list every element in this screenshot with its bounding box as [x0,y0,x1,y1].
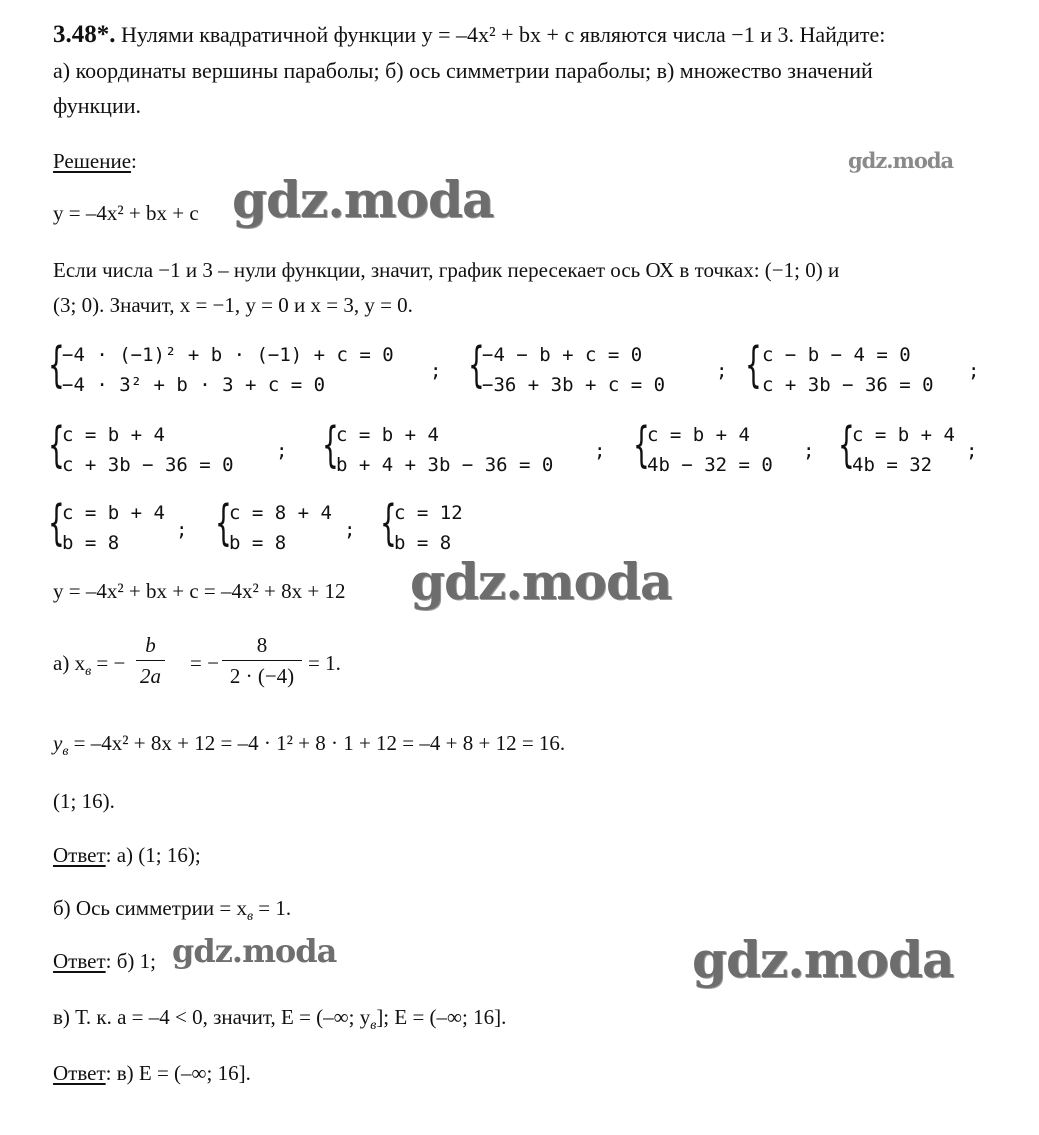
v-subscript: в [85,664,92,680]
answer-label: Ответ [53,843,106,867]
watermark: gdz.moda [848,148,954,173]
system-equation: 4b = 32 [852,454,933,476]
fraction-numerator-text: b [145,633,156,657]
answer-b-text: : б) 1; [105,949,156,973]
fraction-denominator: 2 · (−4) [229,664,295,688]
axis-prefix: б) Ось симметрии = x [53,896,247,920]
system-equation: c = b + 4 [647,424,750,446]
v-subscript: в [246,909,254,925]
separator: ; [276,440,288,462]
brace-icon: { [322,417,339,473]
eq-minus: = − [190,651,219,675]
yv-line [53,730,566,760]
xv-prefix-text: а) x [53,651,86,675]
system-equation: b = 8 [229,532,287,554]
yv-prefix: y [53,731,63,755]
fraction-bar [136,660,165,661]
system-equation: c = b + 4 [62,502,165,524]
system-equation: c = b + 4 [62,424,165,446]
zeros-line2: (3; 0). Значит, x = −1, y = 0 и x = 3, y = 0. [53,293,413,317]
answer-label: Ответ [53,949,106,973]
watermark: gdz.moda [232,170,494,229]
separator: ; [716,360,728,382]
separator: ; [594,440,606,462]
system-equation: −4 · 3² + b · 3 + c = 0 [62,374,326,396]
xv-prefix [53,650,126,680]
separator: ; [966,440,978,462]
statement-line1: Нулями квадратичной функции y = –4x² + bx + c являются числа −1 и 3. Найдите: [121,22,886,47]
brace-icon: { [633,417,650,473]
answer-a-text: : а) (1; 16); [105,843,201,867]
watermark: gdz.moda [692,930,954,989]
answer-b [53,948,156,974]
yv-equation: = –4x² + 8x + 12 = –4 · 1² + 8 · 1 + 12 = –4 + 8 + 12 = 16. [68,731,566,755]
separator: ; [803,440,815,462]
axis-suffix: = 1. [253,896,292,920]
fraction-numerator [136,632,165,658]
answer-a [53,842,201,868]
statement-line2: а) координаты вершины параболы; б) ось симметрии параболы; в) множество значений [53,58,873,83]
system-equation: b = 8 [394,532,452,554]
watermark: gdz.moda [410,552,672,611]
fraction-denominator-text: 2a [140,664,161,688]
solution-colon: : [131,149,137,173]
fraction-bar [222,660,302,661]
range-prefix: в) Т. к. a = –4 < 0, значит, E = (–∞; y [53,1005,371,1029]
system-equation: 4b − 32 = 0 [647,454,773,476]
system-equation: c − b − 4 = 0 [762,344,911,366]
watermark: gdz.moda [172,932,337,970]
xv-eq: = − [91,651,126,675]
initial-formula: y = –4x² + bx + c [53,201,199,225]
solution-heading [53,148,137,174]
system-equation: c = b + 4 [336,424,439,446]
answer-c-text: : в) E = (–∞; 16]. [105,1061,251,1085]
separator: ; [430,360,442,382]
zeros-line1: Если числа −1 и 3 – нули функции, значит, график пересекает ось ОХ в точках: (−1; 0) и [53,258,840,282]
system-equation: −4 · (−1)² + b · (−1) + c = 0 [62,344,394,366]
v-subscript: в [62,744,69,760]
brace-icon: { [468,337,485,393]
system-equation: c + 3b − 36 = 0 [762,374,934,396]
system-equation: b = 8 [62,532,120,554]
v-subscript: в [370,1018,377,1034]
system-equation: c = b + 4 [852,424,955,446]
system-equation: −36 + 3b + c = 0 [482,374,666,396]
axis-of-symmetry [53,895,292,925]
brace-icon: { [48,495,65,551]
fraction-numerator: 8 [256,633,268,657]
vertex-coordinates: (1; 16). [53,789,115,813]
brace-icon: { [745,337,762,393]
brace-icon: { [215,495,232,551]
problem-number: 3.48*. [53,21,116,48]
brace-icon: { [838,417,855,473]
brace-icon: { [48,337,65,393]
range-statement [53,1004,507,1034]
system-equation: c = 8 + 4 [229,502,332,524]
xv-value: = 1. [308,651,341,675]
fraction-denominator [136,663,165,689]
separator: ; [968,360,980,382]
separator: ; [176,519,188,541]
fraction-b-over-2a [136,632,165,689]
solution-label: Решение [53,149,132,173]
answer-label: Ответ [53,1061,106,1085]
fraction-8-over-2x-4 [222,632,302,689]
problem-statement-line1 [53,22,885,48]
separator: ; [344,519,356,541]
brace-icon: { [380,495,397,551]
statement-line3: функции. [53,93,141,118]
answer-c [53,1060,251,1086]
system-equation: b + 4 + 3b − 36 = 0 [336,454,554,476]
range-suffix: ]; E = (–∞; 16]. [376,1005,507,1029]
system-equation: −4 − b + c = 0 [482,344,643,366]
brace-icon: { [48,417,65,473]
final-function: y = –4x² + bx + c = –4x² + 8x + 12 [53,579,346,603]
system-equation: c + 3b − 36 = 0 [62,454,234,476]
system-equation: c = 12 [394,502,463,524]
